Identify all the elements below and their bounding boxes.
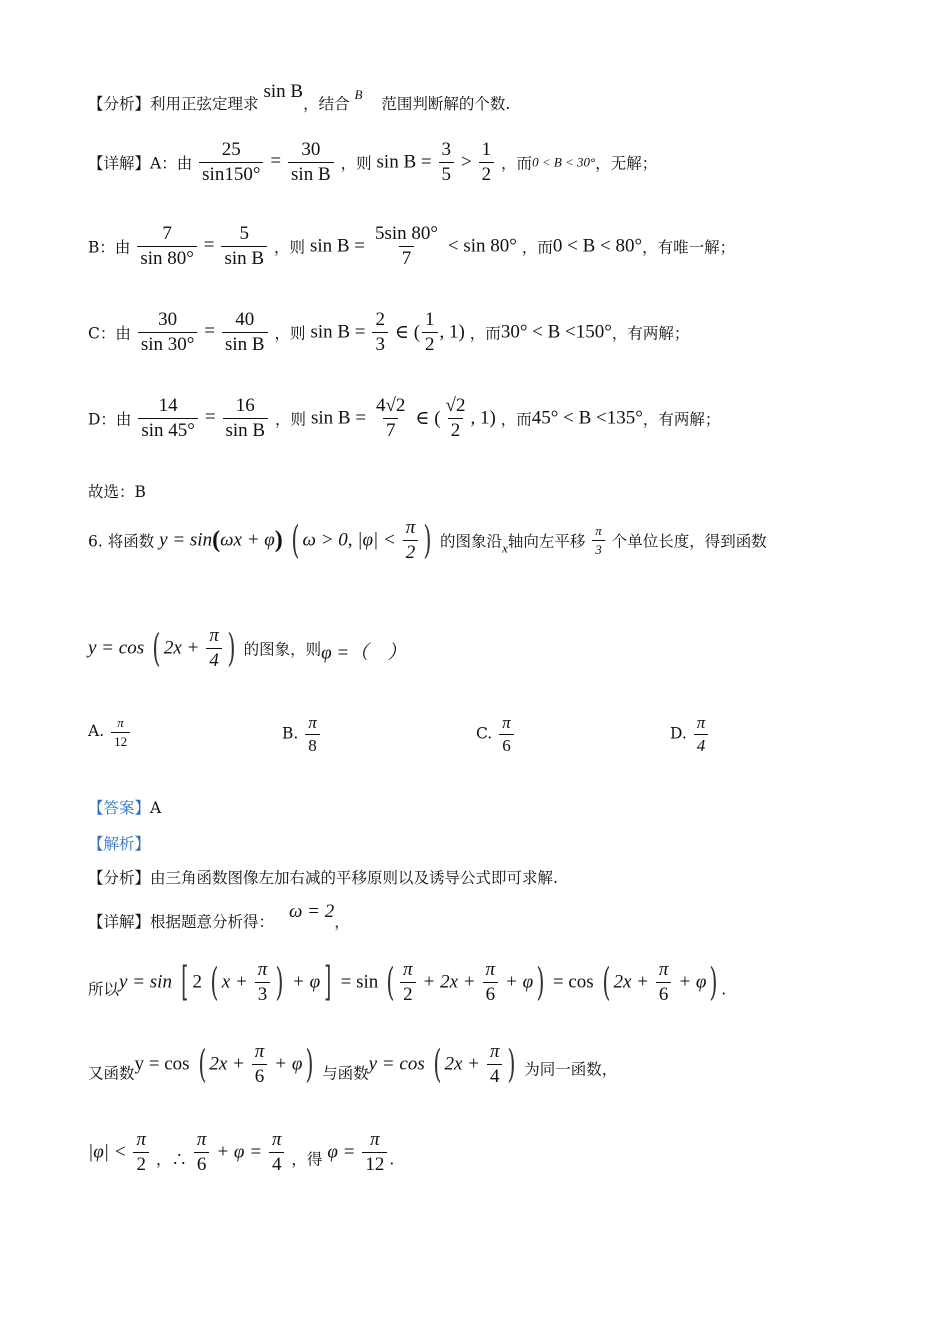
text: 的图象沿: [440, 532, 503, 551]
question-number: 6. 将函数: [88, 532, 155, 551]
denominator: 3: [255, 982, 271, 1005]
denominator: 6: [483, 982, 499, 1005]
denominator: 2: [403, 540, 419, 563]
analysis-text-c: 范围判断解的个数.: [381, 95, 511, 113]
math-expr: + 2x +: [422, 971, 476, 993]
fraction: [305, 714, 320, 755]
math-expr: ωx + φ: [220, 529, 275, 551]
text: .: [389, 1150, 395, 1169]
text: ，有唯一解；: [642, 238, 736, 257]
denominator: sin 80°: [137, 246, 197, 269]
math-expr: = cos: [552, 971, 594, 993]
math-expr: sin B =: [310, 321, 366, 343]
option-d[interactable]: [670, 714, 710, 755]
math-expr: , 1): [470, 407, 496, 429]
text: ，: [334, 913, 350, 931]
numerator: 5sin 80°: [374, 223, 438, 244]
fraction: [483, 960, 499, 1005]
denominator: 12: [362, 1152, 387, 1175]
detail-line-2: [88, 901, 350, 932]
numerator: 1: [481, 139, 492, 160]
math-expr: y = sin: [159, 529, 213, 551]
denominator: sin B: [222, 332, 268, 355]
fraction: [443, 396, 469, 441]
analysis-label: 【分析】: [88, 95, 151, 113]
analysis-text-b: ，结合: [303, 95, 350, 113]
fraction: [362, 1130, 387, 1175]
text: ，有两解；: [642, 410, 721, 429]
math-expr: 0 < B < 80°: [552, 235, 643, 257]
numerator: π: [209, 625, 219, 646]
numerator: π: [136, 1129, 146, 1150]
math-expr: < sin 80°: [447, 235, 517, 257]
fraction: [372, 224, 441, 269]
math-expr: x +: [221, 971, 248, 993]
denominator: 6: [656, 982, 672, 1005]
same-function-line: 又函数y = cos ( 2x + $\frac{\pi}{6}$ + φ) 与函数y = cos ( 2x + $\frac{\pi}{4}$ ) 为同一函数，: [88, 1041, 618, 1087]
numerator: 30: [158, 309, 178, 330]
math-expr: , 1): [439, 321, 465, 343]
text: ，则: [275, 410, 307, 429]
numerator: 3: [441, 139, 452, 160]
text: 个单位长度，得到函数: [611, 532, 767, 551]
detail-label: 【详解】根据题意分析得：: [88, 913, 275, 931]
answer-line: [88, 798, 161, 818]
math-expr: 2x +: [613, 971, 649, 993]
fraction: [499, 714, 514, 755]
option-letter: D.: [670, 724, 687, 743]
numerator: π: [308, 713, 317, 732]
math-expr: ∈ (: [394, 321, 421, 343]
numerator: π: [595, 523, 602, 539]
math-expr: = sin: [340, 971, 379, 993]
numerator: 40: [235, 309, 255, 330]
denominator: 6: [194, 1152, 210, 1175]
numerator: 30: [301, 139, 321, 160]
option-letter: B.: [282, 724, 299, 743]
fraction: [252, 1042, 268, 1087]
numerator: π: [658, 959, 669, 980]
numerator: 2: [375, 309, 385, 330]
var-B: B: [354, 87, 363, 102]
question-6-target: y = cos ( 2x + $\frac{\pi}{4}$ ) 的图象，则φ =（ ）: [88, 625, 407, 671]
choice-line: 故选：B: [88, 483, 146, 501]
denominator: 2: [479, 162, 495, 185]
fraction: [194, 1130, 210, 1175]
numerator: π: [196, 1129, 207, 1150]
denominator: sin150°: [199, 162, 263, 185]
fraction: [269, 1130, 285, 1175]
denominator: sin B: [221, 246, 267, 269]
analysis-text: 由三角函数图像左加右减的平移原则以及诱导公式即可求解.: [150, 869, 558, 887]
denominator: 6: [252, 1064, 268, 1087]
math-op: >: [460, 151, 472, 173]
math-expr: sin B =: [376, 151, 432, 173]
fraction: [133, 1130, 149, 1175]
fraction: [592, 524, 605, 556]
fraction: [373, 396, 408, 441]
fraction: [403, 518, 419, 563]
numerator: π: [502, 713, 511, 732]
denominator: 7: [399, 246, 415, 269]
math-expr: + φ: [505, 971, 534, 993]
denominator: 4: [206, 648, 222, 671]
fraction: [221, 224, 267, 269]
math-expr: y = cos: [134, 1053, 190, 1075]
numerator: 16: [235, 395, 255, 416]
numerator: π: [485, 959, 496, 980]
denominator: 4: [694, 734, 709, 755]
numerator: π: [271, 1129, 282, 1150]
fraction: [137, 224, 197, 269]
derivation-line: 所以y = sin [ 2 ( x + $\frac{\pi}{3}$ ) + φ ] = sin ( $\frac{\pi}{2}$ + 2x + $\frac{\pi}{6}$ + φ) = cos ( 2x + $\frac{\pi}{6}$ + φ) .: [88, 959, 727, 1006]
text: B：由: [88, 238, 131, 257]
analysis-line-2: [88, 868, 558, 888]
option-a[interactable]: [88, 716, 132, 748]
fraction: [487, 1042, 503, 1087]
option-c[interactable]: [476, 714, 516, 755]
denominator: 3: [592, 540, 605, 557]
text: ，得: [291, 1150, 323, 1169]
text: ，而: [500, 410, 532, 429]
numerator: π: [257, 959, 268, 980]
option-b[interactable]: [282, 714, 322, 755]
numerator: 25: [221, 139, 241, 160]
denominator: 3: [372, 332, 388, 355]
numerator: 7: [162, 223, 172, 244]
fraction: [400, 960, 416, 1005]
denominator: 7: [383, 418, 399, 441]
answer-label: 【答案】: [88, 799, 151, 817]
var-x: x: [502, 540, 508, 556]
text: ，则: [340, 154, 372, 173]
numerator: π: [117, 715, 124, 730]
numerator: 1: [425, 309, 435, 330]
final-line: [88, 1130, 394, 1175]
math-expr: ∈ (: [415, 407, 441, 429]
math-expr: y = cos: [368, 1053, 425, 1075]
denominator: 4: [487, 1064, 503, 1087]
numerator: 14: [158, 395, 178, 416]
math-expr: 2x +: [444, 1053, 480, 1075]
denominator: 2: [448, 418, 464, 441]
math-expr: 30° < B <150°: [500, 321, 612, 343]
math-expr: 2: [192, 971, 202, 993]
math-expr: + φ =: [216, 1141, 263, 1163]
math-expr: y = cos: [88, 637, 145, 659]
text: .: [721, 980, 727, 999]
denominator: sin B: [288, 162, 334, 185]
math-expr: + φ: [274, 1053, 303, 1075]
denominator: 6: [499, 734, 514, 755]
math-expr: + φ: [292, 971, 321, 993]
math-expr: + φ: [678, 971, 707, 993]
text: D：由: [88, 410, 132, 429]
question-6: 6. 将函数 y = sin(ωx + φ) ( ω > 0, |φ| < $\frac{\pi}{2}$ ) 的图象沿$_x$轴向左平移 $\frac{\pi}{3}$ 个单位长度，得到函数: [88, 517, 767, 563]
math-expr: |φ| <: [88, 1141, 127, 1163]
analysis-line-1: [88, 81, 511, 115]
denominator: sin 45°: [138, 418, 198, 441]
text: ，而: [469, 324, 501, 343]
text: ，则: [274, 324, 306, 343]
numerator: 5: [239, 223, 249, 244]
denominator: 2: [133, 1152, 149, 1175]
math-expr: sin B =: [309, 235, 366, 257]
text: C：由: [88, 324, 131, 343]
math-expr: y = sin: [119, 971, 172, 993]
text: 轴向左平移: [507, 532, 586, 551]
numerator: π: [370, 1129, 380, 1150]
omega-expr: ω = 2: [288, 901, 335, 922]
denominator: 8: [305, 734, 320, 755]
detail-case-a: 【详解】A：由 $\frac{25}{\sin 150^\circ}$ = $\frac{30}{\text{sin B}}$ ，则 sin B = $\frac{3}{5}$ > $\frac{1}{2}$ ，而0 < B < 30°，无解；: [88, 139, 658, 185]
numerator: 4√2: [376, 395, 406, 416]
fraction: [439, 140, 455, 185]
fraction: [138, 310, 198, 355]
numerator: π: [403, 959, 413, 980]
math-expr: φ =: [327, 1141, 356, 1163]
text: 为同一函数，: [524, 1060, 618, 1079]
jiexi-label: 【解析】: [88, 835, 151, 853]
math-expr: 2x +: [163, 637, 200, 659]
text: ，而: [501, 154, 533, 173]
fraction: [222, 310, 268, 355]
denominator: 5: [439, 162, 455, 185]
fraction: [206, 626, 222, 671]
denominator: 12: [111, 732, 130, 749]
answer-value: A: [150, 799, 162, 817]
fraction: [656, 960, 672, 1005]
sinB-expr: sin B: [263, 81, 304, 102]
detail-case-d: D：由 $\frac{14}{\sin 45^\circ}$ = $\frac{16}{\text{sin B}}$ ，则 sin B = $\frac{4√2}{7}$ ∈ ( $\frac{√2}{2}$ , 1) ，而45° < B <135°，有两解；: [88, 395, 721, 441]
numerator: √2: [445, 395, 466, 416]
denominator: 4: [269, 1152, 285, 1175]
fraction: [694, 714, 709, 755]
option-letter: C.: [476, 724, 493, 743]
fraction: [138, 396, 198, 441]
fraction: [111, 716, 130, 748]
detail-case-c: C：由 $\frac{30}{\sin 30^\circ}$ = $\frac{40}{\text{sin B}}$ ，则 sin B = $\frac{2}{3}$ ∈ ( $\frac{1}{2}$ , 1) ，而30° < B <150°，有两解；: [88, 309, 690, 355]
text: ，而: [521, 238, 553, 257]
denominator: sin 30°: [138, 332, 198, 355]
text: ，则: [274, 238, 306, 257]
numerator: π: [489, 1041, 500, 1062]
text: 与函数: [322, 1064, 369, 1083]
text: 的图象，则: [243, 640, 322, 659]
text: ，有两解；: [611, 324, 690, 343]
math-expr: φ =（ ）: [321, 642, 407, 664]
analysis-text: 利用正弦定理求: [150, 95, 259, 113]
fraction: [223, 396, 269, 441]
denominator: 2: [400, 982, 416, 1005]
fraction: [288, 140, 334, 185]
text: ，无解；: [595, 154, 658, 173]
denominator: sin B: [223, 418, 269, 441]
analysis-label: 【分析】: [88, 869, 151, 887]
numerator: π: [405, 517, 416, 538]
text: ，∴: [155, 1150, 187, 1169]
math-expr: ω > 0, |φ| <: [302, 529, 396, 551]
numerator: π: [254, 1041, 265, 1062]
option-letter: A.: [88, 722, 105, 741]
math-expr: 2x +: [209, 1053, 245, 1075]
denominator: 2: [422, 332, 438, 355]
numerator: π: [696, 713, 706, 732]
fraction: [422, 310, 438, 355]
fraction: [199, 140, 263, 185]
detail-case-b: B：由 $\frac{7}{\sin 80^\circ}$ = $\frac{5}{\text{sin B}}$ ，则 sin B = $\frac{5\sin 80^\circ}{7}$ < sin 80° ，而0 < B < 80°，有唯一解；: [88, 223, 736, 269]
fraction: [255, 960, 271, 1005]
fraction: [479, 140, 495, 185]
text: 又函数: [88, 1064, 135, 1083]
detail-label-a: 【详解】A：由: [88, 154, 193, 173]
fraction: [372, 310, 388, 355]
math-expr: sin B =: [311, 407, 367, 429]
math-expr: 0 < B < 30°: [532, 154, 596, 170]
math-expr: 45° < B <135°: [531, 407, 643, 429]
text: 所以: [88, 980, 120, 999]
